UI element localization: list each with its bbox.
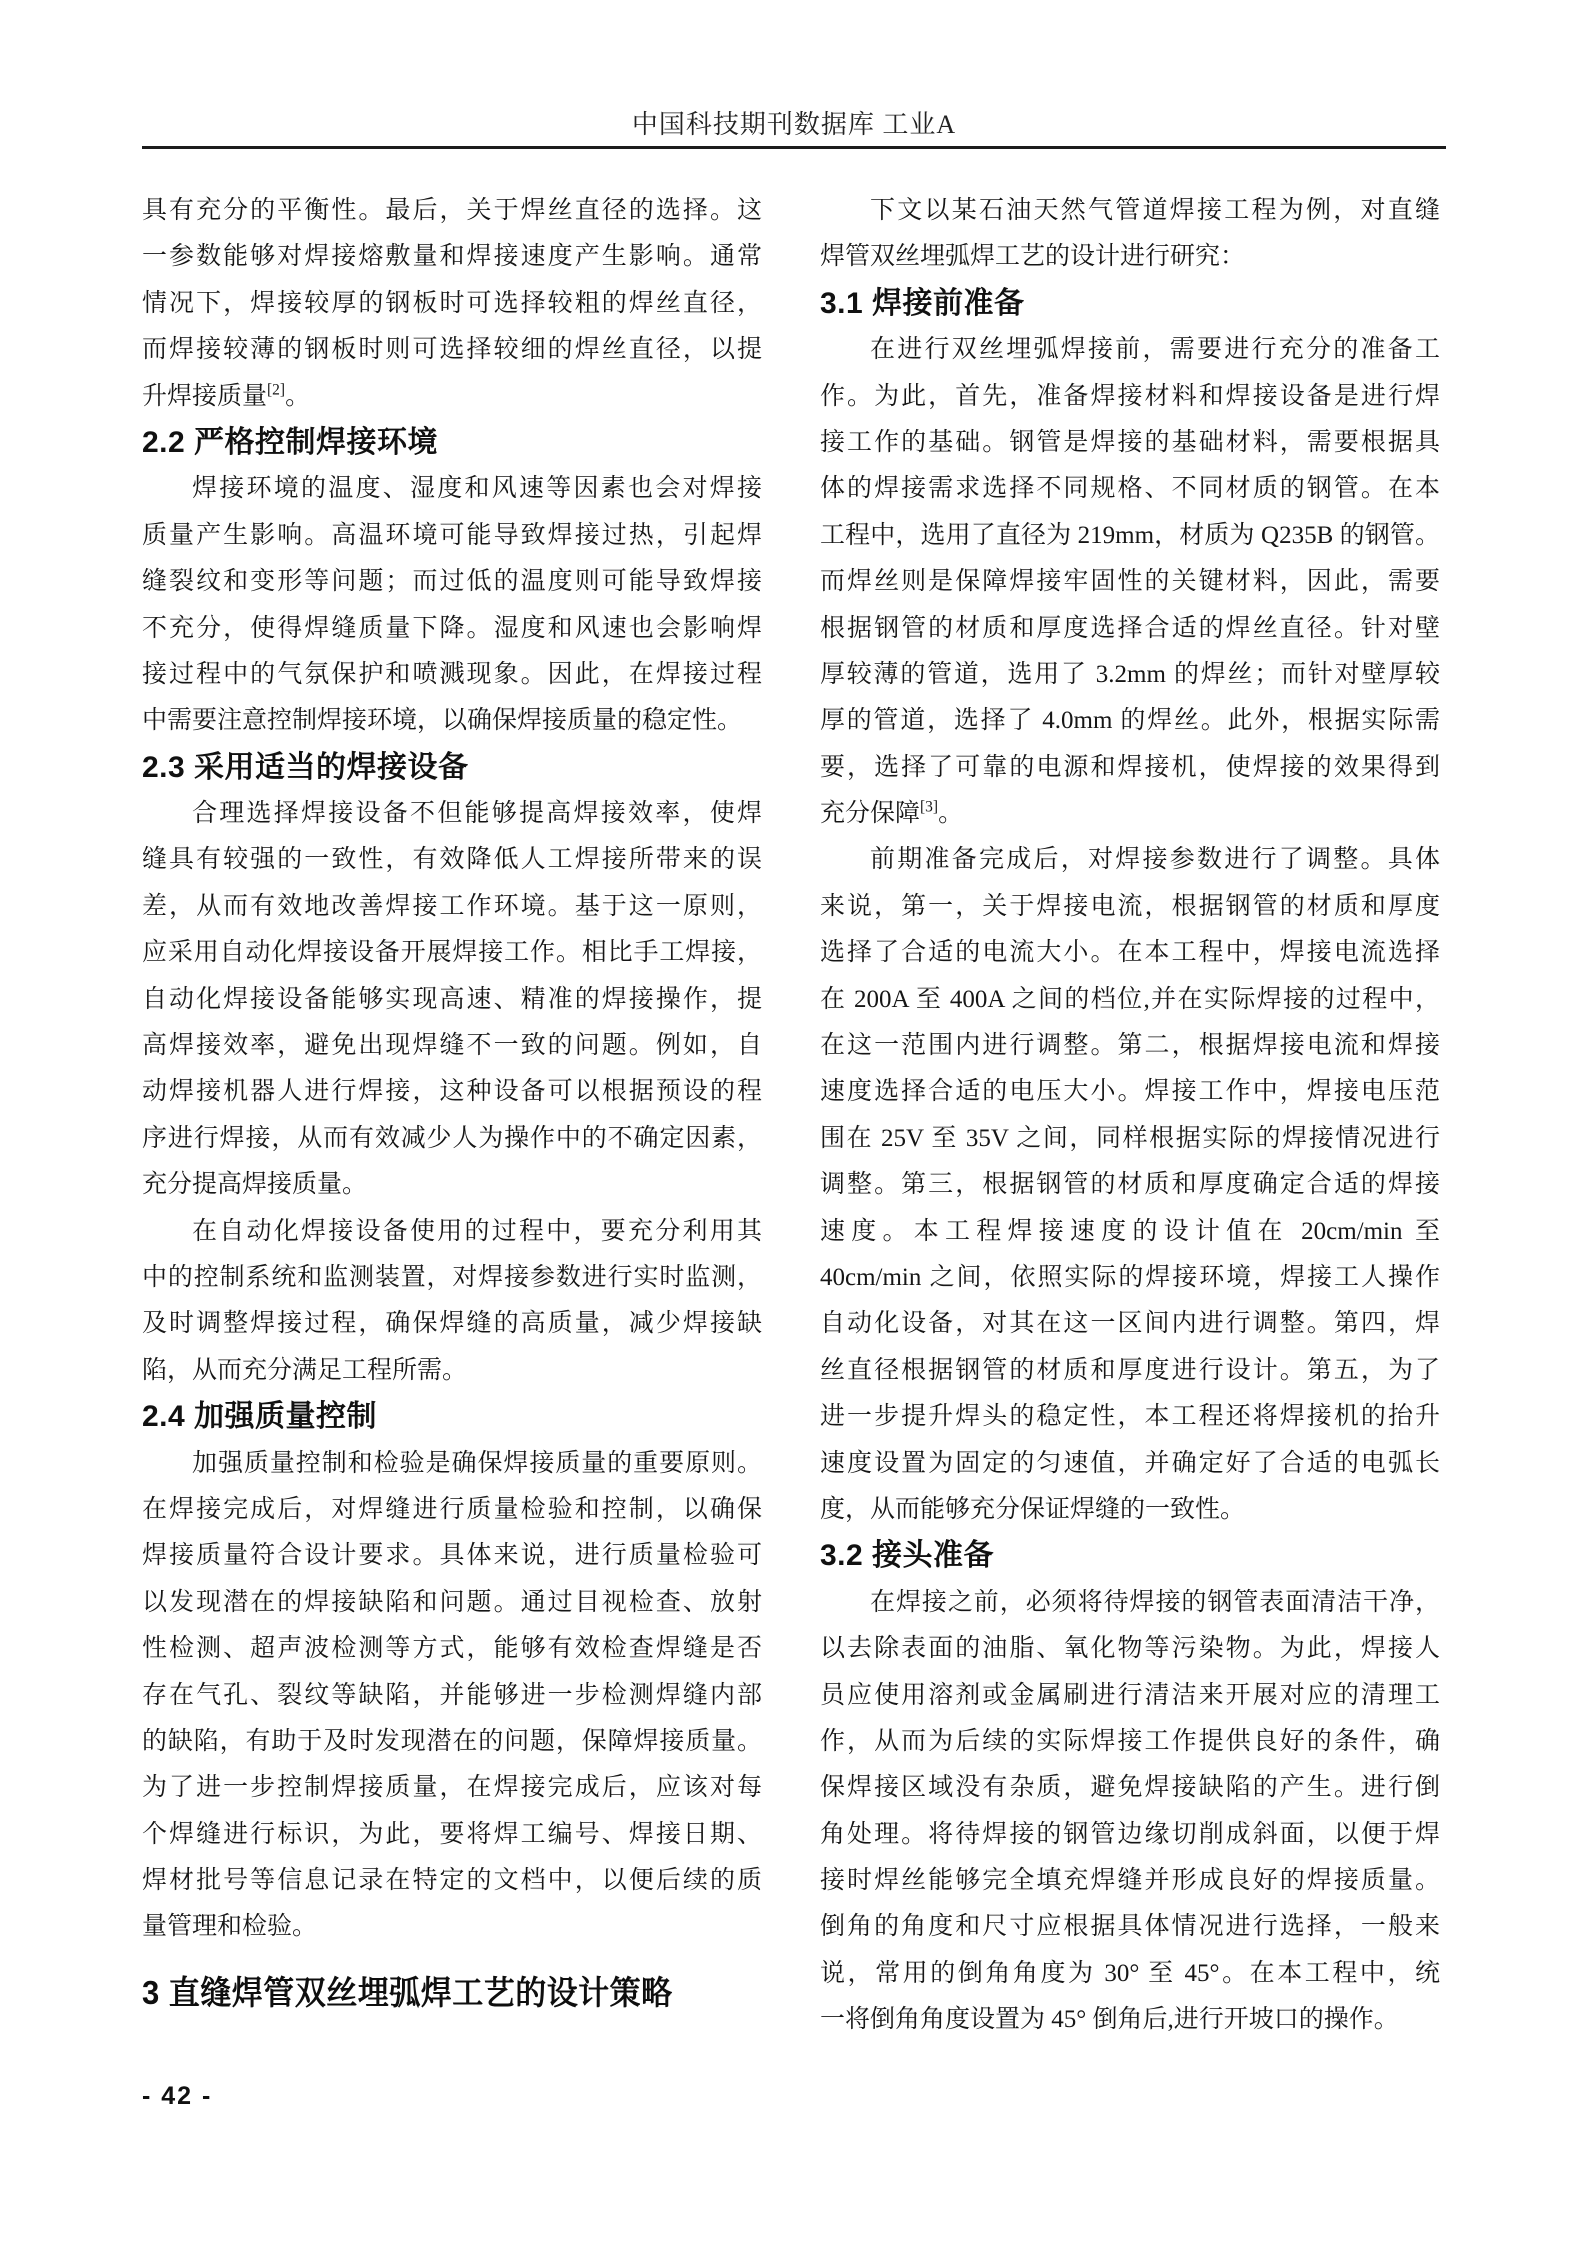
text-line: 序进行焊接，从而有效减少人为操作中的不确定因素， bbox=[142, 1124, 762, 1152]
text-line: 升焊接质量[2]。 bbox=[142, 381, 311, 410]
text-line: 40cm/min 之间，依照实际的焊接环境，焊接工人操作 bbox=[820, 1263, 1440, 1291]
text-line: 速度选择合适的电压大小。焊接工作中，焊接电压范 bbox=[820, 1078, 1440, 1106]
text-line: 保焊接区域没有杂质，避免焊接缺陷的产生。进行倒 bbox=[820, 1774, 1440, 1802]
text-line: 度，从而能够充分保证焊缝的一致性。 bbox=[820, 1495, 1246, 1523]
text-line: 具有充分的平衡性。最后，关于焊丝直径的选择。这 bbox=[142, 197, 762, 224]
text-line: 差，从而有效地改善焊接工作环境。基于这一原则， bbox=[142, 892, 762, 920]
journal-header-title: 中国科技期刊数据库 工业A bbox=[631, 110, 957, 139]
paragraph bbox=[142, 188, 762, 420]
text-line: 一将倒角角度设置为 45° 倒角后,进行开坡口的操作。 bbox=[820, 2006, 1399, 2034]
paragraph bbox=[142, 1441, 762, 1951]
superscript-reference: [2] bbox=[267, 381, 286, 399]
text-line: 员应使用溶剂或金属刷进行清洁来开展对应的清理工 bbox=[820, 1681, 1440, 1709]
paragraph bbox=[142, 791, 762, 1209]
text-line: 要，选择了可靠的电源和焊接机，使焊接的效果得到 bbox=[820, 753, 1440, 781]
text-line: 缝裂纹和变形等问题；而过低的温度则可能导致焊接 bbox=[142, 568, 762, 596]
text-line: 不充分，使得焊缝质量下降。湿度和风速也会影响焊 bbox=[142, 614, 762, 642]
text-line: 中的控制系统和监测装置，对焊接参数进行实时监测， bbox=[142, 1263, 762, 1291]
text-line: 在进行双丝埋弧焊接前，需要进行充分的准备工 bbox=[870, 336, 1440, 364]
text-line: 存在气孔、裂纹等缺陷，并能够进一步检测焊缝内部 bbox=[142, 1681, 762, 1709]
text-line: 充分保障[3]。 bbox=[820, 798, 964, 828]
text-line: 高焊接效率，避免出现焊缝不一致的问题。例如，自 bbox=[142, 1032, 762, 1060]
text-line: 倒角的角度和尺寸应根据具体情况进行选择，一般来 bbox=[820, 1913, 1440, 1941]
text-line: 调整。第三，根据钢管的材质和厚度确定合适的焊接 bbox=[820, 1171, 1440, 1199]
text-line: 厚的管道，选择了 4.0mm 的焊丝。此外，根据实际需 bbox=[820, 707, 1440, 735]
text-line: 而焊丝则是保障焊接牢固性的关键材料，因此，需要 bbox=[820, 568, 1440, 596]
paragraph bbox=[820, 327, 1440, 837]
paragraph bbox=[820, 1580, 1440, 2044]
text-line: 以发现潜在的焊接缺陷和问题。通过目视检查、放射 bbox=[142, 1588, 762, 1616]
right-column bbox=[820, 188, 1440, 2044]
left-column bbox=[142, 188, 762, 2019]
text-line: 丝直径根据钢管的材质和厚度进行设计。第五，为了 bbox=[820, 1356, 1440, 1384]
text-line: 速度设置为固定的匀速值，并确定好了合适的电弧长 bbox=[820, 1449, 1440, 1477]
text-line: 焊接质量符合设计要求。具体来说，进行质量检验可 bbox=[142, 1542, 762, 1570]
text-line: 性检测、超声波检测等方式，能够有效检查焊缝是否 bbox=[142, 1635, 762, 1663]
text-line: 质量产生影响。高温环境可能导致焊接过热，引起焊 bbox=[142, 521, 762, 549]
paragraph bbox=[820, 188, 1440, 281]
text-line: 加强质量控制和检验是确保焊接质量的重要原则。 bbox=[192, 1449, 762, 1477]
text-line: 接工作的基础。钢管是焊接的基础材料，需要根据具 bbox=[820, 428, 1440, 456]
text-line: 围在 25V 至 35V 之间，同样根据实际的焊接情况进行 bbox=[820, 1124, 1440, 1152]
text-line: 在这一范围内进行调整。第二，根据焊接电流和焊接 bbox=[820, 1032, 1440, 1060]
text-line: 下文以某石油天然气管道焊接工程为例，对直缝 bbox=[870, 197, 1440, 224]
text-line: 陷，从而充分满足工程所需。 bbox=[142, 1356, 468, 1384]
section-heading: 2.4 加强质量控制 bbox=[142, 1400, 378, 1434]
page-number: - 42 - bbox=[142, 2082, 213, 2110]
text-line: 及时调整焊接过程，确保焊缝的高质量，减少焊接缺 bbox=[142, 1310, 762, 1338]
text-line: 而焊接较薄的钢板时则可选择较细的焊丝直径，以提 bbox=[142, 336, 762, 364]
text-line: 接时焊丝能够完全填充焊缝并形成良好的焊接质量。 bbox=[820, 1867, 1440, 1895]
text-line: 工程中，选用了直径为 219mm，材质为 Q235B 的钢管。 bbox=[820, 521, 1440, 549]
text-line: 中需要注意控制焊接环境，以确保焊接质量的稳定性。 bbox=[142, 707, 743, 735]
text-line: 速度。本工程焊接速度的设计值在 20cm/min 至 bbox=[820, 1217, 1440, 1245]
text-line: 焊管双丝埋弧焊工艺的设计进行研究： bbox=[820, 243, 1246, 271]
text-line: 在自动化焊接设备使用的过程中，要充分利用其 bbox=[192, 1217, 762, 1245]
text-line: 自动化设备，对其在这一区间内进行调整。第四，焊 bbox=[820, 1310, 1440, 1338]
header-rule bbox=[142, 146, 1446, 149]
text-line: 角处理。将待焊接的钢管边缘切削成斜面，以便于焊 bbox=[820, 1820, 1440, 1848]
paragraph bbox=[142, 466, 762, 744]
text-line: 合理选择焊接设备不但能够提高焊接效率，使焊 bbox=[192, 800, 762, 828]
text-line: 根据钢管的材质和厚度选择合适的焊丝直径。针对壁 bbox=[820, 614, 1440, 642]
section-heading: 3.2 接头准备 bbox=[820, 1539, 995, 1573]
text-line: 一参数能够对焊接熔敷量和焊接速度产生影响。通常 bbox=[142, 243, 762, 271]
paragraph bbox=[820, 837, 1440, 1533]
text-line: 充分提高焊接质量。 bbox=[142, 1171, 368, 1199]
superscript-reference: [3] bbox=[920, 798, 939, 816]
text-line: 说，常用的倒角角度为 30° 至 45°。在本工程中，统 bbox=[820, 1959, 1440, 1987]
text-line: 作。为此，首先，准备焊接材料和焊接设备是进行焊 bbox=[820, 382, 1440, 410]
text-line: 的缺陷，有助于及时发现潜在的问题，保障焊接质量。 bbox=[142, 1727, 762, 1755]
text-line: 缝具有较强的一致性，有效降低人工焊接所带来的误 bbox=[142, 846, 762, 874]
section-heading: 3.1 焊接前准备 bbox=[820, 286, 1025, 320]
text-line: 在焊接之前，必须将待焊接的钢管表面清洁干净， bbox=[870, 1588, 1440, 1616]
text-line: 厚较薄的管道，选用了 3.2mm 的焊丝；而针对壁厚较 bbox=[820, 660, 1440, 688]
text-line: 量管理和检验。 bbox=[142, 1913, 318, 1941]
text-line: 作，从而为后续的实际焊接工作提供良好的条件，确 bbox=[820, 1727, 1440, 1755]
section-heading: 2.2 严格控制焊接环境 bbox=[142, 425, 439, 459]
text-line: 焊材批号等信息记录在特定的文档中，以便后续的质 bbox=[142, 1867, 762, 1895]
text-line: 自动化焊接设备能够实现高速、精准的焊接操作，提 bbox=[142, 985, 762, 1013]
text-line: 情况下，焊接较厚的钢板时可选择较粗的焊丝直径， bbox=[142, 289, 762, 317]
text-line: 动焊接机器人进行焊接，这种设备可以根据预设的程 bbox=[142, 1078, 762, 1106]
text-line: 在 200A 至 400A 之间的档位,并在实际焊接的过程中， bbox=[820, 985, 1440, 1013]
text-line: 进一步提升焊头的稳定性，本工程还将焊接机的抬升 bbox=[820, 1403, 1440, 1431]
text-line: 选择了合适的电流大小。在本工程中，焊接电流选择 bbox=[820, 939, 1440, 967]
text-line: 以去除表面的油脂、氧化物等污染物。为此，焊接人 bbox=[820, 1635, 1440, 1663]
text-line: 个焊缝进行标识，为此，要将焊工编号、焊接日期、 bbox=[142, 1820, 762, 1848]
text-line: 为了进一步控制焊接质量，在焊接完成后，应该对每 bbox=[142, 1774, 762, 1802]
text-line: 焊接环境的温度、湿度和风速等因素也会对焊接 bbox=[192, 475, 762, 503]
text-line: 在焊接完成后，对焊缝进行质量检验和控制，以确保 bbox=[142, 1495, 762, 1523]
text-line: 体的焊接需求选择不同规格、不同材质的钢管。在本 bbox=[820, 475, 1440, 503]
paragraph bbox=[142, 1209, 762, 1395]
section-heading: 2.3 采用适当的焊接设备 bbox=[142, 750, 469, 784]
text-line: 来说，第一，关于焊接电流，根据钢管的材质和厚度 bbox=[820, 892, 1440, 920]
text-line: 接过程中的气氛保护和喷溅现象。因此，在焊接过程 bbox=[142, 660, 762, 688]
chapter-heading: 3 直缝焊管双丝埋弧焊工艺的设计策略 bbox=[142, 1973, 673, 2011]
text-line: 前期准备完成后，对焊接参数进行了调整。具体 bbox=[870, 846, 1440, 874]
text-line: 应采用自动化焊接设备开展焊接工作。相比手工焊接， bbox=[142, 939, 762, 967]
